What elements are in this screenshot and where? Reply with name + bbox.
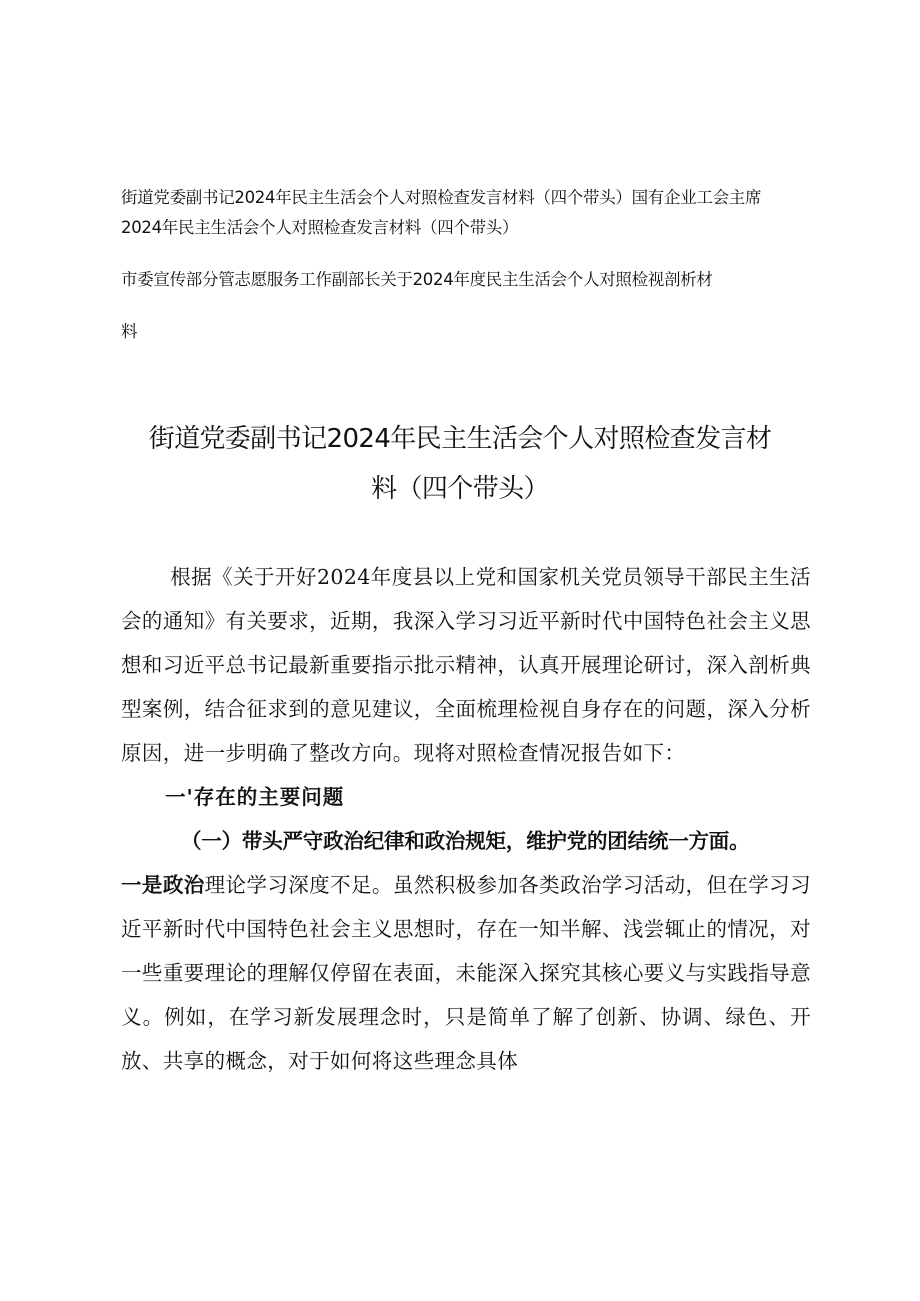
- related-titles-list: [121, 183, 811, 347]
- document-title-line: 街道党委副书记2024年民主生活会个人对照检查发言材: [148, 424, 772, 454]
- subsection-heading: （一）带头严守政治纪律和政治规矩，维护党的团结统一方面。: [181, 829, 750, 853]
- point-paragraph: [121, 863, 811, 1083]
- point-lead: 一是政治: [121, 873, 205, 897]
- section-heading: 一'存在的主要问题: [165, 785, 345, 809]
- related-title-line: 料: [121, 322, 138, 341]
- document-title: [90, 414, 830, 514]
- point-text: 理论学习深度不足。虽然积极参加各类政治学习活动，但在学习习近平新时代中国特色社会主义思想时，存在一知半解、浅尝辄止的情况，对一些重要理论的理解仅停留在表面，未能深入探究其核心要义与实践指导意义。例如，在学习新发展理念时，只是简单了解了创新、协调、绿色、开放、共享的概念，对于如何将这些理念具体: [121, 873, 811, 1073]
- related-title-line: 2024年民主生活会个人对照检查发言材料（四个带头）: [121, 218, 519, 237]
- related-title-line: 街道党委副书记2024年民主生活会个人对照检查发言材料（四个带头）国有企业工会主席: [121, 188, 762, 207]
- document-body: [121, 555, 811, 1083]
- related-title-line: 市委宣传部分管志愿服务工作副部长关于2024年度民主生活会个人对照检视剖析材: [121, 270, 713, 289]
- intro-paragraph: 根据《关于开好2024年度县以上党和国家机关党员领导干部民主生活会的通知》有关要求，近期，我深入学习习近平新时代中国特色社会主义思想和习近平总书记最新重要指示批示精神，认真开展理论研讨，深入剖析典型案例，结合征求到的意见建议，全面梳理检视自身存在的问题，深入分析原因，进一步明确了整改方向。现将对照检查情况报告如下：: [121, 565, 811, 765]
- document-title-line: 料（四个带头）: [371, 474, 549, 504]
